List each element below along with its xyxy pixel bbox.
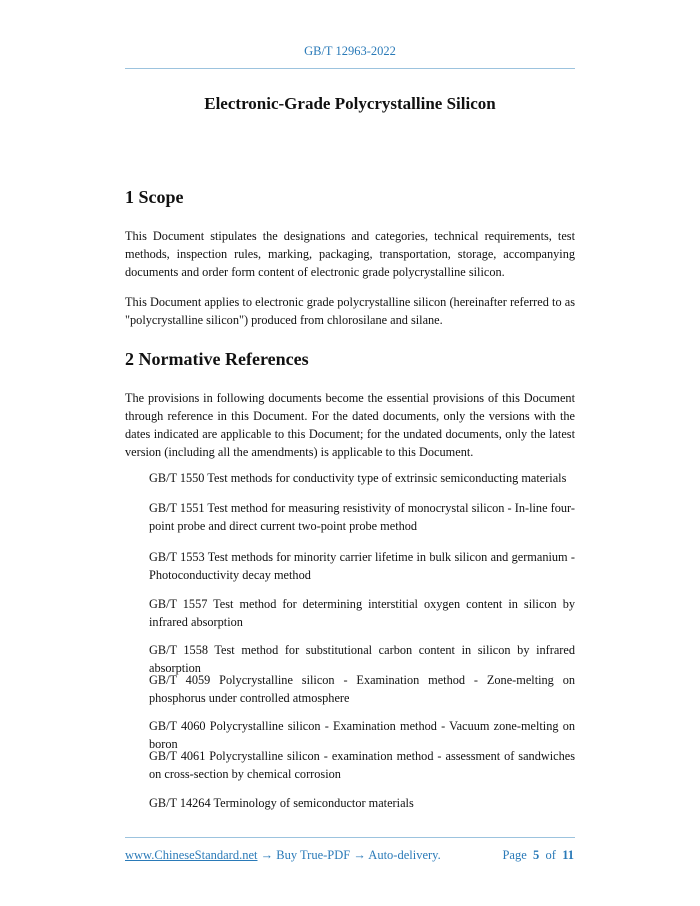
footer-divider [125,837,575,838]
website-link[interactable]: www.ChineseStandard.net [125,848,258,862]
paragraph: This Document applies to electronic grade polycrystalline silicon (hereinafter referred to as "polycrystalline silicon") produced from chlorosilane and silane. [125,295,575,327]
reference-item: GB/T 4060 Polycrystalline silicon - Examination method - Vacuum zone-melting on boron [149,719,575,751]
paragraph: This Document stipulates the designations and categories, technical requirements, test methods, inspection rules, marking, packaging, transportation, storage, accompanying documents and order form content of electronic grade polycrystalline silicon. [125,229,575,279]
reference-item: GB/T 1550 Test methods for conductivity type of extrinsic semiconducting materials [149,471,567,485]
reference-item: GB/T 4061 Polycrystalline silicon - examination method - assessment of sandwiches on cross-section by chemical corrosion [149,749,575,781]
reference-item: GB/T 1551 Test method for measuring resistivity of monocrystal silicon - In-line four-point probe and direct current two-point probe method [149,501,575,533]
total-pages: 11 [562,848,574,862]
header-standard-id: GB/T 12963-2022 [304,44,396,58]
current-page: 5 [533,848,540,862]
reference-item: GB/T 1558 Test method for substitutional carbon content in silicon by infrared absorption [149,643,575,675]
auto-delivery-text: → Auto-delivery. [353,848,441,862]
document-title: Electronic-Grade Polycrystalline Silicon [204,94,496,113]
reference-item: GB/T 4059 Polycrystalline silicon - Examination method - Zone-melting on phosphorus under controlled atmosphere [149,673,575,705]
section-heading-normative-references: 2 Normative References [125,349,309,369]
page-label: Page [502,848,527,862]
paragraph: The provisions in following documents become the essential provisions of this Document through reference in this Document. For the dated documents, only the versions with the dates indicated are applicable to this Document; for the undated documents, only the latest version (including all the amendments) is applicable to this Document. [125,391,575,459]
page-indicator [502,848,574,863]
reference-item: GB/T 1553 Test methods for minority carrier lifetime in bulk silicon and germanium - Photoconductivity decay method [149,550,575,582]
section-heading-scope: 1 Scope [125,187,184,207]
reference-item: GB/T 14264 Terminology of semiconductor materials [149,796,414,810]
reference-item: GB/T 1557 Test method for determining interstitial oxygen content in silicon by infrared absorption [149,597,575,629]
buy-pdf-text: → Buy True-PDF [257,848,354,862]
header-divider [125,68,575,69]
of-label: of [545,848,556,862]
footer-promo [125,848,441,863]
